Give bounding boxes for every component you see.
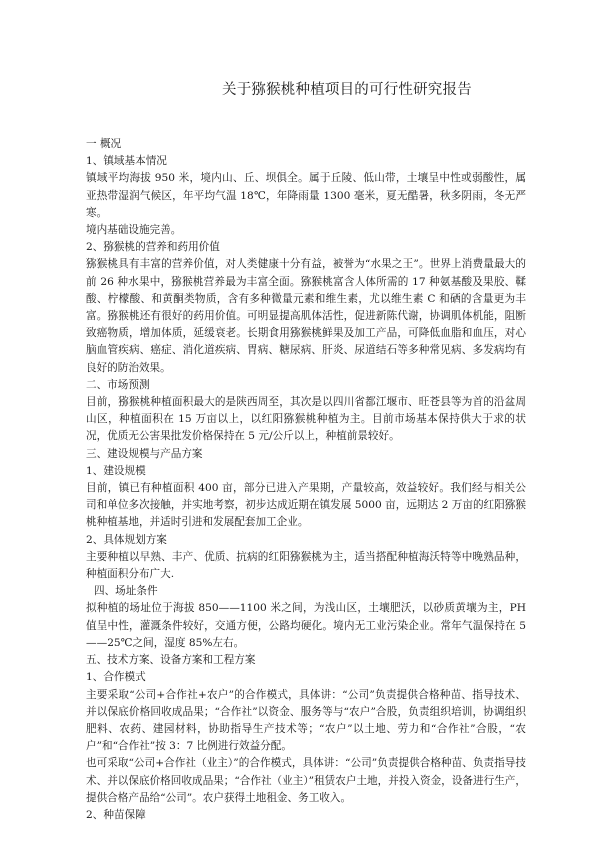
paragraph-market: 目前，猕猴桃种植面积最大的是陕西周至，其次是以四川省都江堰市、旺苍县等为首的沿盆周山区，种植面积在 15 万亩以上，以红阳猕猴桃种植为主。目前市场基本保持供大于求的状况，优质无公害果批发价格保持在 5 元/公斤以上，种植前景较好。 (86, 396, 526, 443)
subsection-heading-seedlings: 2、种苗保障 (86, 808, 146, 821)
paragraph-infrastructure: 境内基础设施完善。 (86, 224, 182, 237)
subsection-heading-build-scale: 1、建设规模 (86, 464, 146, 477)
document-title: 关于猕猴桃种植项目的可行性研究报告 (222, 82, 472, 98)
paragraph-build-scale: 目前，镇已有种植面积 400 亩，部分已进入产果期，产量较高，效益较好。我们经与相关公司和单位多次接触，并实地考察，初步达成近期在镇发展 5000 亩，远期达 2 万亩的红阳猕猴桃种植基地，并适时引进和发展配套加工企业。 (86, 482, 526, 529)
section-heading-site: 四、场址条件 (94, 585, 158, 598)
section-heading-overview: 一 概况 (86, 138, 122, 150)
document-body (86, 136, 526, 824)
paragraph-plan: 主要种植以早熟、丰产、优质、抗病的红阳猕猴桃为主，适当搭配种植海沃特等中晚熟品种，种植面积分布广大. (86, 550, 526, 581)
paragraph-cooperation-2: 也可采取“公司+合作社（业主）”的合作模式，具体讲：“公司”负责提供合格种苗、负责指导技术、并以保底价格回收成品果；“合作社（业主）”租赁农户土地，并投入资金，设备进行生产，提供合格产品给“公司”。农户获得土地租金、务工收入。 (86, 757, 526, 804)
section-heading-market: 二、市场预测 (86, 378, 150, 391)
subsection-heading-cooperation: 1、合作模式 (86, 671, 146, 684)
paragraph-town-info: 镇域平均海拔 950 米，境内山、丘、坝俱全。属于丘陵、低山带，土壤呈中性或弱酸性，属亚热带湿润气候区，年平均气温 18℃，年降雨量 1300 毫米，夏无酷暑，秋多阴雨，冬无严寒。 (86, 172, 526, 219)
subsection-heading-plan: 2、具体规划方案 (86, 533, 167, 546)
subsection-heading-nutrition: 2、猕猴桃的营养和药用价值 (86, 241, 220, 254)
section-heading-scale: 三、建设规模与产品方案 (86, 447, 203, 460)
paragraph-nutrition: 猕猴桃具有丰富的营养价值，对人类健康十分有益，被誉为“水果之王”。世界上消费量最大的前 26 种水果中，猕猴桃营养最为丰富全面。猕猴桃富含人体所需的 17 种氨基酸及果胶、鞣酸、柠檬酸、和黄酮类物质，含有多种微量元素和维生素，尤以维生素 C 和硒的含量更为丰富。猕猴桃还有很好的药用价值。可明显提高肌体活性，促进新陈代谢，协调肌体机能，阻断致癌物质，增加体质，延缓衰老。长期食用猕猴桃鲜果及加工产品，可降低血脂和血压，对心脑血管疾病、癌症、消化道疾病、胃病、糖尿病、肝炎、尿道结石等多种常见病、多发病均有良好的防治效果。 (86, 258, 526, 374)
subsection-heading-town-info: 1、镇域基本情况 (86, 155, 167, 168)
section-heading-technical: 五、技术方案、设备方案和工程方案 (86, 654, 256, 667)
paragraph-cooperation-1: 主要采取“公司+合作社+农户”的合作模式，具体讲：“公司”负责提供合格种苗、指导技术、并以保底价格回收成品果；“合作社”以资金、服务等与“农户”合股，负责组织培训，协调组织肥料、农药、建园材料，协助指导生产技术等；“农户”以土地、劳力和“合作社”合股，“农户”和“合作社”按 3：7 比例进行效益分配。 (86, 688, 526, 753)
paragraph-site: 拟种植的场址位于海拔 850——1100 米之间，为浅山区，土壤肥沃，以砂质黄壤为主，PH 值呈中性，灌溉条件较好，交通方便，公路均硬化。境内无工业污染企业。常年气温保持在 5——25℃之间，湿度 85%左右。 (86, 602, 526, 649)
